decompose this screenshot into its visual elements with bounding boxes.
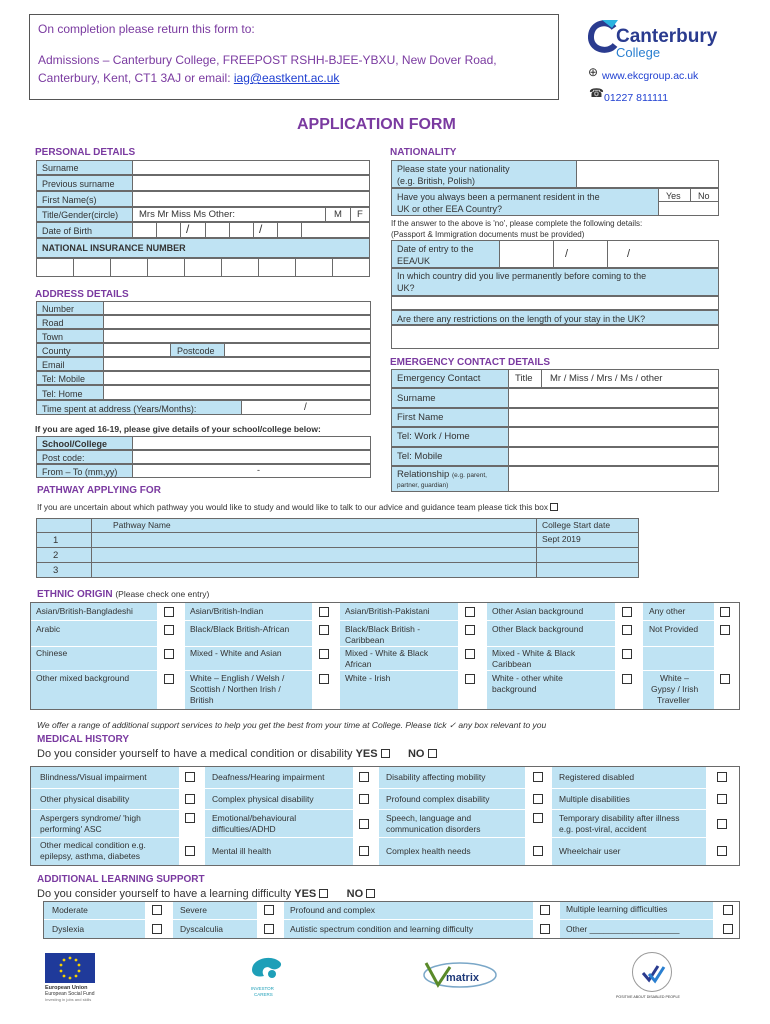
ethnic-r4c5-cont: Gypsy / Irish [651, 684, 699, 694]
return-line-3: Canterbury, Kent, CT1 3AJ or email: iag@eastkent.ac.uk [38, 71, 340, 85]
medical-r3c2-checkbox[interactable] [359, 819, 369, 829]
dob-m1[interactable] [180, 222, 206, 238]
logo-subname: College [616, 45, 661, 60]
emergency-heading: EMERGENCY CONTACT DETAILS [390, 357, 551, 368]
ethnic-r4c2-checkbox[interactable] [319, 674, 329, 684]
entry-label-a: Date of entry to the [397, 244, 474, 254]
investor-carers-logo [246, 952, 290, 986]
emergency-title-options: Mr / Miss / Mrs / Ms / other [550, 373, 663, 384]
emergency-relationship-hint: partner, guardian) [397, 482, 449, 489]
email-link[interactable]: iag@eastkent.ac.uk [233, 71, 340, 85]
school-label: School/College [42, 439, 108, 449]
medical-r4c1-checkbox[interactable] [185, 846, 195, 856]
emergency-relationship-label: Relationship (e.g. parent, [397, 469, 487, 480]
learning-r2c4-checkbox[interactable] [723, 924, 733, 934]
road-field[interactable] [103, 315, 371, 329]
emergency-title-label: Title [515, 373, 533, 384]
ethnic-r1c1: Asian/British-Bangladeshi [36, 606, 133, 616]
website-text: www.ekcgroup.ac.uk [602, 70, 699, 82]
ethnic-r1c3-checkbox[interactable] [465, 607, 475, 617]
nationality-heading: NATIONALITY [390, 147, 457, 158]
dob-y1[interactable] [229, 222, 254, 238]
learning-r1c3: Profound and complex [290, 905, 376, 915]
medical-r2c2: Complex physical disability [212, 794, 314, 804]
canterbury-logo [588, 16, 738, 66]
entry-slash-1: / [565, 248, 569, 260]
dob-y3[interactable] [277, 222, 302, 238]
emergency-tel-mobile-label: Tel: Mobile [397, 451, 443, 462]
dob-label: Date of Birth [42, 226, 93, 236]
logo-mark-icon [588, 20, 618, 54]
ethnic-r4c5-cont2: Traveller [657, 695, 690, 705]
medical-no-checkbox[interactable] [428, 749, 437, 758]
ethnic-r1c2: Asian/British-Indian [190, 606, 264, 616]
learning-r1c4: Multiple learning difficulties [566, 904, 668, 914]
medical-r3c4: Temporary disability after illness [559, 813, 680, 823]
learning-r1c1: Moderate [52, 905, 88, 915]
pathway-row-2: 2 [53, 550, 59, 561]
ethnic-r2c3-checkbox[interactable] [465, 625, 475, 635]
ethnic-r2c5-checkbox[interactable] [720, 625, 730, 635]
ethnic-r4c2-cont: Scottish / Northen Irish / [190, 684, 281, 694]
learning-r1c4-checkbox[interactable] [723, 905, 733, 915]
ethnic-r4c2-cont2: British [190, 695, 214, 705]
medical-r2c2-checkbox[interactable] [359, 794, 369, 804]
ethnic-r1c4: Other Asian background [492, 606, 584, 616]
nationality-note-1: If the answer to the above is 'no', please complete the following details: [391, 219, 643, 228]
emergency-first-name-label: First Name [397, 412, 444, 423]
ethnic-r2c4: Other Black background [492, 624, 584, 634]
learning-r2c1-checkbox[interactable] [152, 924, 162, 934]
dob-m2[interactable] [205, 222, 230, 238]
ethnic-r4c5: White – [660, 673, 689, 683]
ethnic-r3c3: Mixed - White & Black [345, 648, 429, 658]
medical-r1c2-checkbox[interactable] [359, 772, 369, 782]
ethnic-r3c4-checkbox[interactable] [622, 649, 632, 659]
medical-r1c4: Registered disabled [559, 772, 635, 782]
pathway-row-3: 3 [53, 565, 59, 576]
learning-yes-checkbox[interactable] [319, 889, 328, 898]
medical-r3c4-checkbox[interactable] [717, 819, 727, 829]
medical-yes-checkbox[interactable] [381, 749, 390, 758]
school-postcode-label: Post code: [42, 453, 85, 463]
ethnic-r2c1-checkbox[interactable] [164, 625, 174, 635]
medical-r3c2-cont: difficulties/ADHD [212, 824, 276, 834]
pathway-col-start-b: Sept 2019 [542, 534, 581, 544]
town-label: Town [42, 332, 64, 342]
ethnic-r1c2-checkbox[interactable] [319, 607, 329, 617]
ethnic-r1c1-checkbox[interactable] [164, 607, 174, 617]
ethnic-r2c3-cont: Caribbean [345, 635, 385, 645]
school-dates-field[interactable] [132, 464, 371, 478]
personal-heading: PERSONAL DETAILS [35, 147, 136, 158]
ethnic-r3c4: Mixed - White & Black [492, 648, 576, 658]
investor-text: INVESTOR [251, 986, 274, 991]
medical-r4c4-checkbox[interactable] [717, 846, 727, 856]
medical-r2c4-checkbox[interactable] [717, 794, 727, 804]
dob-d2[interactable] [156, 222, 181, 238]
email-field[interactable] [103, 357, 371, 371]
ni-boxes[interactable] [36, 258, 370, 277]
school-dates-dash: - [257, 465, 260, 475]
ethnic-r2c3: Black/Black British - [345, 624, 421, 634]
pathway-heading: PATHWAY APPLYING FOR [37, 485, 161, 496]
medical-r4c2-checkbox[interactable] [359, 846, 369, 856]
entry-label-b: EEA/UK [397, 256, 431, 266]
learning-r2c4: Other ___________________ [566, 924, 680, 934]
medical-r1c4-checkbox[interactable] [717, 772, 727, 782]
learning-r1c3-checkbox[interactable] [540, 905, 550, 915]
eu-text-3: Investing in jobs and skills [45, 997, 92, 1002]
ethnic-r3c3-cont: African [345, 659, 372, 669]
number-label: Number [42, 304, 75, 314]
phone-text: 01227 811111 [604, 92, 669, 104]
emergency-relationship-field[interactable] [508, 466, 719, 492]
ethnic-r4c1: Other mixed background [36, 673, 130, 683]
previous-surname-label: Previous surname [42, 179, 115, 189]
medical-r1c3-checkbox[interactable] [533, 772, 543, 782]
pathway-intro: If you are uncertain about which pathway you would like to study and would like to talk to our advice and guidance team please tick this box [37, 502, 558, 513]
dob-slash-2: / [259, 222, 263, 236]
medical-r3c4-cont: e.g. post-viral, accident [559, 824, 647, 834]
ethnic-r3c1-checkbox[interactable] [164, 649, 174, 659]
ethnic-r3c4-cont: Caribbean [492, 659, 532, 669]
medical-r2c1-checkbox[interactable] [185, 794, 195, 804]
medical-r1c3: Disability affecting mobility [386, 772, 486, 782]
ethnic-r1c5: Any other [649, 606, 686, 616]
previous-surname-field[interactable] [132, 175, 370, 191]
eu-stars-icon [45, 953, 95, 983]
learning-r2c3: Autistic spectrum condition and learning difficulty [290, 924, 474, 934]
number-field[interactable] [103, 301, 371, 315]
ethnic-r4c1-checkbox[interactable] [164, 674, 174, 684]
entry-month[interactable] [553, 240, 608, 268]
ni-label: NATIONAL INSURANCE NUMBER [42, 243, 186, 253]
matrix-logo [420, 957, 500, 993]
matrix-text: matrix [446, 972, 480, 984]
ethnic-r4c3: White - Irish [345, 673, 391, 683]
pathway-col-name: Pathway Name [113, 520, 171, 530]
first-names-field[interactable] [132, 191, 370, 207]
restrictions-q: Are there any restrictions on the length of your stay in the UK? [397, 314, 646, 324]
school-intro: If you are aged 16-19, please give details of your school/college below: [35, 424, 321, 434]
medical-r3c3-checkbox[interactable] [533, 813, 543, 823]
medical-r4c3: Complex health needs [386, 846, 471, 856]
eu-text-2: European Social Fund [45, 991, 95, 997]
medical-r1c2: Deafness/Hearing impairment [212, 772, 325, 782]
medical-r2c1: Other physical disability [40, 794, 130, 804]
ethnic-r2c2: Black/Black British-African [190, 624, 290, 634]
learning-r1c2-checkbox[interactable] [264, 905, 274, 915]
medical-r3c1-checkbox[interactable] [185, 813, 195, 823]
dob-y4[interactable] [301, 222, 370, 238]
ethnic-r2c5: Not Provided [649, 624, 699, 634]
medical-r3c1: Aspergers syndrome/ 'high [40, 813, 141, 823]
medical-r3c3: Speech, language and [386, 813, 472, 823]
entry-year[interactable] [607, 240, 719, 268]
emergency-tel-mobile-field[interactable] [508, 447, 719, 466]
tel-home-field[interactable] [103, 385, 371, 400]
support-intro: We offer a range of additional support services to help you get the best from your time at College. Please tick ✓ any box relevant to you [37, 720, 547, 730]
county-field[interactable] [103, 343, 171, 357]
medical-r2c3: Profound complex disability [386, 794, 490, 804]
nationality-field[interactable] [576, 160, 719, 188]
learning-r1c2: Severe [180, 905, 207, 915]
ethnic-r2c4-checkbox[interactable] [622, 625, 632, 635]
nationality-q1a: Please state your nationality [397, 164, 510, 174]
nationality-note-2: (Passport & Immigration documents must be provided) [391, 230, 585, 239]
school-field[interactable] [132, 436, 371, 450]
return-line-1: On completion please return this form to: [38, 22, 255, 36]
resident-q-a: Have you always been a permanent resident in the [397, 192, 600, 202]
disabled-people-logo [632, 952, 672, 992]
resident-q-b: UK or other EEA Country? [397, 204, 503, 214]
medical-r4c1-cont: epilepsy, asthma, diabetes [40, 851, 141, 861]
globe-icon: ⊕ [588, 65, 599, 79]
postcode-label: Postcode [177, 346, 215, 356]
pathway-advice-checkbox[interactable] [550, 503, 558, 511]
gender-m-text: M [334, 209, 342, 220]
investor-carers-icon [246, 952, 290, 986]
ethnic-r4c5-checkbox[interactable] [720, 674, 730, 684]
medical-r4c3-checkbox[interactable] [533, 846, 543, 856]
gender-f-text: F [357, 209, 363, 220]
two-ticks-icon [633, 953, 673, 993]
medical-question: Do you consider yourself to have a medical condition or disability YES NO [37, 748, 437, 761]
medical-r3c1-cont: performing' ASC [40, 824, 102, 834]
yes-label: Yes [666, 191, 681, 201]
nationality-q1b: (e.g. British, Polish) [397, 176, 476, 186]
ethnic-r3c3-checkbox[interactable] [465, 649, 475, 659]
title-options-text: Mrs Mr Miss Ms Other: [139, 209, 236, 220]
ethnic-r4c4-cont: background [492, 684, 537, 694]
town-field[interactable] [103, 329, 371, 343]
ethnic-r2c2-checkbox[interactable] [319, 625, 329, 635]
ethnic-r3c1: Chinese [36, 648, 68, 658]
learning-r2c3-checkbox[interactable] [540, 924, 550, 934]
emergency-tel-work-label: Tel: Work / Home [397, 431, 470, 442]
first-names-label: First Name(s) [42, 195, 97, 205]
emergency-first-name-field[interactable] [508, 408, 719, 427]
ethnic-r4c4: White - other white [492, 673, 563, 683]
page-title: APPLICATION FORM [297, 116, 456, 133]
learning-no-checkbox[interactable] [366, 889, 375, 898]
emergency-contact-label: Emergency Contact [397, 373, 481, 384]
address-heading: ADDRESS DETAILS [35, 289, 129, 300]
email-label: Email [42, 360, 65, 370]
medical-r1c1: Blindness/Visual impairment [40, 772, 147, 782]
learning-r2c2: Dyscalculia [180, 924, 223, 934]
logo-name: Canterbury [616, 26, 718, 47]
tel-home-label: Tel: Home [42, 389, 83, 399]
surname-field[interactable] [132, 160, 370, 175]
medical-r4c2: Mental ill health [212, 846, 272, 856]
return-line-2: Admissions – Canterbury College, FREEPOST RSHH-BJEE-YBXU, New Dover Road, [38, 53, 497, 67]
restrictions-field[interactable] [391, 325, 719, 349]
medical-heading: MEDICAL HISTORY [37, 734, 130, 745]
prior-country-q-a: In which country did you live permanently before coming to the [397, 271, 647, 281]
road-label: Road [42, 318, 64, 328]
dob-d1[interactable] [132, 222, 157, 238]
pathway-col-start-a: College Start date [542, 520, 611, 530]
phone-icon: ☎ [589, 86, 604, 100]
eu-text-1: European Union [45, 985, 88, 991]
medical-r2c3-checkbox[interactable] [533, 794, 543, 804]
learning-r2c1: Dyslexia [52, 924, 85, 934]
time-at-address-label: Time spent at address (Years/Months): [42, 404, 197, 414]
ethnic-r4c3-checkbox[interactable] [465, 674, 475, 684]
medical-r3c3-cont: communication disorders [386, 824, 481, 834]
ethnic-r1c3: Asian/British-Pakistani [345, 606, 430, 616]
school-dates-label: From – To (mm,yy) [42, 467, 118, 477]
tick-icon: ✓ [448, 720, 456, 730]
disabled-people-text: POSITIVE ABOUT DISABLED PEOPLE [616, 995, 680, 999]
prior-country-q-b: UK? [397, 283, 415, 293]
ethnic-r3c2-checkbox[interactable] [319, 649, 329, 659]
learning-r2c2-checkbox[interactable] [264, 924, 274, 934]
tel-mobile-label: Tel: Mobile [42, 374, 86, 384]
emergency-surname-field[interactable] [508, 388, 719, 408]
learning-heading: ADDITIONAL LEARNING SUPPORT [37, 874, 205, 885]
prior-country-field[interactable] [391, 296, 719, 310]
dob-slash-1: / [186, 222, 190, 236]
entry-day[interactable] [499, 240, 554, 268]
dob-y2[interactable] [253, 222, 278, 238]
surname-label: Surname [42, 163, 79, 173]
medical-r4c4: Wheelchair user [559, 846, 621, 856]
ethnic-heading: ETHNIC ORIGIN (Please check one entry) [37, 589, 210, 600]
eu-flag-logo [45, 953, 95, 983]
time-slash: / [304, 402, 307, 413]
school-postcode-field[interactable] [132, 450, 371, 464]
ethnic-r2c1: Arabic [36, 624, 61, 634]
learning-question: Do you consider yourself to have a learning difficulty YES NO [37, 888, 375, 901]
ethnic-r1c5-checkbox[interactable] [720, 607, 730, 617]
medical-r2c4: Multiple disabilities [559, 794, 630, 804]
learning-r1c1-checkbox[interactable] [152, 905, 162, 915]
ethnic-r4c2: White – English / Welsh / [190, 673, 285, 683]
county-label: County [42, 346, 71, 356]
emergency-tel-work-field[interactable] [508, 427, 719, 447]
pathway-row-1: 1 [53, 535, 59, 546]
tel-mobile-field[interactable] [103, 371, 371, 385]
ethnic-r1c4-checkbox[interactable] [622, 607, 632, 617]
entry-slash-2: / [627, 248, 631, 260]
postcode-field[interactable] [224, 343, 371, 357]
medical-r1c1-checkbox[interactable] [185, 772, 195, 782]
medical-r4c1: Other medical condition e.g. [40, 840, 146, 850]
no-label: No [698, 191, 710, 201]
ethnic-r4c4-checkbox[interactable] [622, 674, 632, 684]
title-gender-label: Title/Gender(circle) [42, 210, 119, 220]
carers-text: CARERS [254, 992, 273, 997]
medical-r3c2: Emotional/behavioural [212, 813, 297, 823]
ethnic-r3c2: Mixed - White and Asian [190, 648, 282, 658]
emergency-surname-label: Surname [397, 393, 436, 404]
